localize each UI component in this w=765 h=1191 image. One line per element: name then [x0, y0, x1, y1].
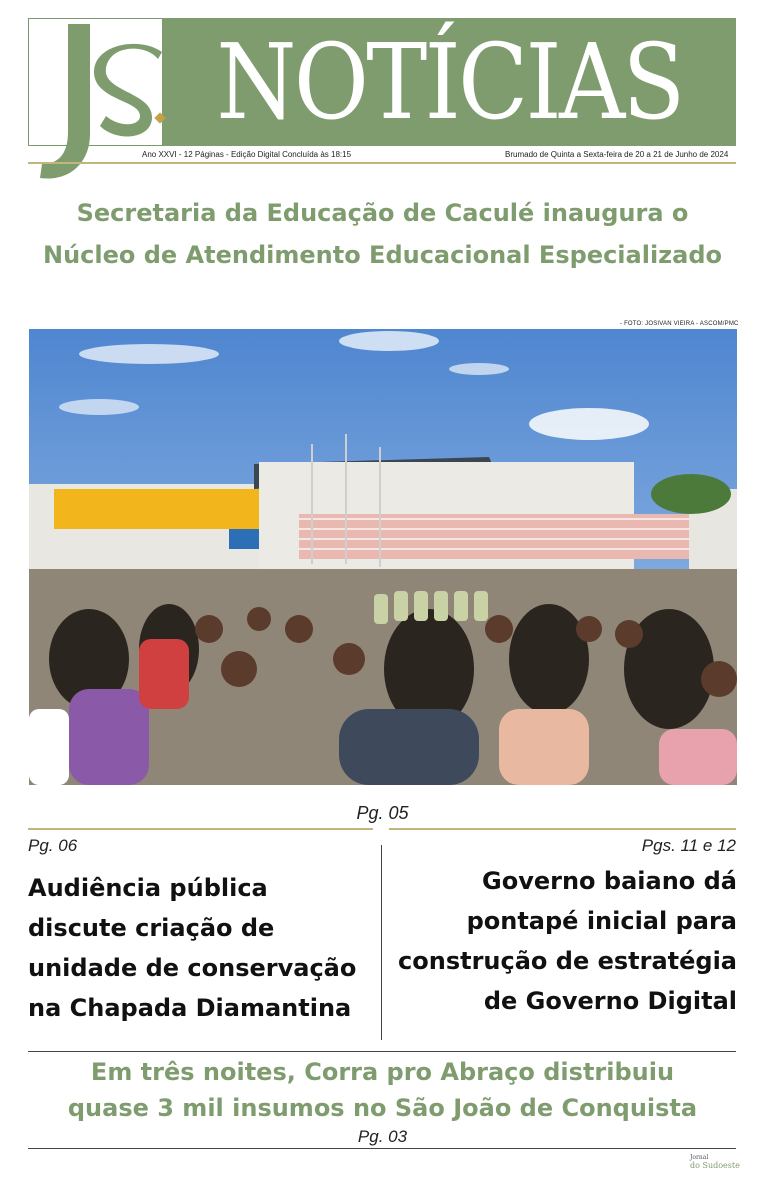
bottom-story-headline[interactable]: [20, 1054, 745, 1126]
section-rule-left: [28, 828, 373, 830]
headline-line-2: Núcleo de Atendimento Educacional Especializado: [42, 241, 723, 269]
logo-text: JS: [28, 14, 29, 15]
page-ref-right: Pgs. 11 e 12: [641, 836, 736, 855]
left-story-line-4: na Chapada Diamantina: [28, 994, 352, 1022]
edition-info: Ano XXVI - 12 Páginas - Edição Digital Concluída às 18:15: [142, 150, 352, 159]
bottom-story-line-2: quase 3 mil insumos no São João de Conquista: [67, 1094, 698, 1122]
right-story-line-1: Governo baiano dá: [482, 867, 737, 895]
page-ref-bottom: Pg. 03: [357, 1127, 408, 1146]
bottom-rule: [28, 1148, 736, 1149]
main-photo[interactable]: [29, 329, 737, 785]
left-story-line-2: discute criação de: [28, 914, 275, 942]
masthead-rule: [28, 162, 736, 164]
location-date: Brumado de Quinta a Sexta-feira de 20 a 21 de Junho de 2024: [505, 150, 729, 159]
right-story-line-4: de Governo Digital: [483, 987, 737, 1015]
bottom-rule-top: [28, 1051, 736, 1052]
footer-logo-line-2: do Sudoeste: [690, 1161, 740, 1170]
left-story-line-1: Audiência pública: [28, 874, 268, 902]
headline-line-1: Secretaria da Educação de Caculé inaugura o: [76, 199, 689, 227]
column-divider: [381, 845, 382, 1040]
left-story-line-3: unidade de conservação: [28, 954, 357, 982]
right-story-line-3: construção de estratégia: [398, 947, 737, 975]
page-ref-main: Pg. 05: [356, 803, 409, 823]
bottom-story-line-1: Em três noites, Corra pro Abraço distribuiu: [90, 1058, 675, 1086]
section-rule-right: [389, 828, 736, 830]
newspaper-title: NOTÍCIAS: [216, 21, 683, 143]
footer-logo-line-1: Jornal: [690, 1154, 709, 1161]
page-ref-left: Pg. 06: [28, 836, 78, 855]
right-story-line-2: pontapé inicial para: [466, 907, 737, 935]
jornal-do-sudoeste-logo: [684, 1152, 740, 1176]
main-headline[interactable]: [20, 192, 745, 276]
right-story-headline[interactable]: [390, 861, 737, 1021]
left-story-headline[interactable]: [28, 868, 378, 1028]
photo-credit: - FOTO: JOSIVAN VIEIRA - ASCOM/PMC: [620, 321, 739, 327]
